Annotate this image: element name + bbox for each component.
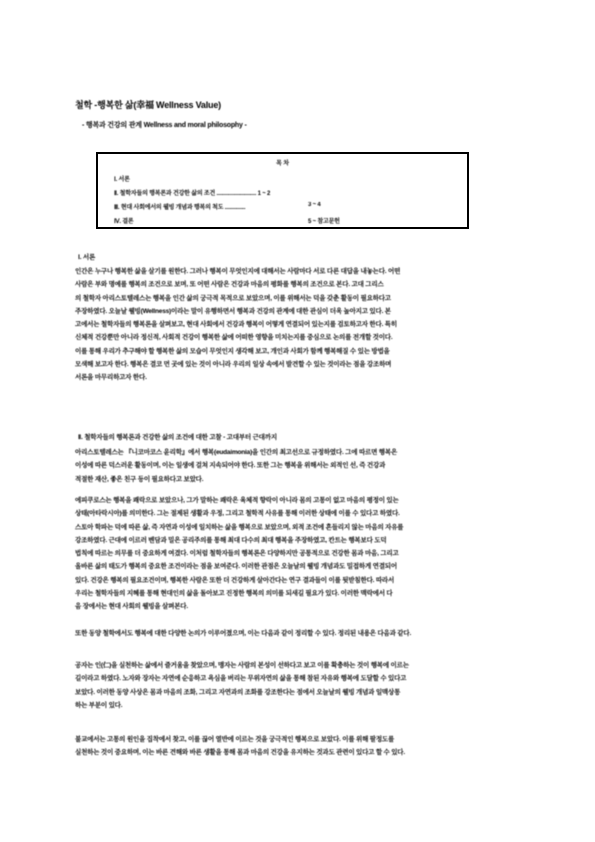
paragraph-line: 인간은 누구나 행복한 삶을 살기를 원한다. 그러나 행복이 무엇인지에 대해서는 사람마다 서로 다른 대답을 내놓는다. 어떤: [75, 268, 401, 275]
paragraph-line: 주장하였다. 오늘날 웰빙(Wellness)이라는 말이 유행하면서 행복과 건강의 관계에 대한 관심이 더욱 높아지고 있다. 본: [75, 307, 391, 315]
paragraph-line: 상태(아타락시아)를 의미한다. 그는 절제된 생활과 우정, 그리고 철학적 사유를 통해 이러한 상태에 이를 수 있다고 하였다.: [75, 510, 400, 518]
paragraph-line: 법칙에 따르는 의무를 더 중요하게 여겼다. 이처럼 철학자들의 행복론은 다양하지만 공통적으로 건강한 몸과 마음, 그리고: [75, 550, 399, 558]
paragraph-line: 공자는 인(仁)을 실천하는 삶에서 즐거움을 찾았으며, 맹자는 사람의 본성이 선하다고 보고 이를 확충하는 것이 행복에 이르는: [75, 662, 409, 669]
paragraph-line: 또한 동양 철학에서도 행복에 대한 다양한 논의가 이루어졌으며, 이는 다음과 같이 정리할 수 있다. 정리된 내용은 다음과 같다.: [75, 630, 412, 637]
paragraph-line: 고에서는 철학자들의 행복론을 살펴보고, 현대 사회에서 건강과 행복이 어떻게 연결되어 있는지를 검토하고자 한다. 특히: [75, 321, 397, 329]
paragraph-line: 서론을 마무리하고자 한다.: [75, 374, 147, 382]
document-subtitle: - 행복과 건강의 관계 Wellness and moral philosophy -: [82, 122, 247, 129]
document-title: 철학 -행복한 삶(幸福 Wellness Value): [75, 100, 221, 110]
toc-item: Ⅳ. 결론: [114, 219, 134, 225]
paragraph-line: 음 장에서는 현대 사회의 웰빙을 살펴본다.: [75, 603, 188, 611]
paragraph-line: 보았다. 이러한 동양 사상은 몸과 마음의 조화, 그리고 자연과의 조화를 강조한다는 점에서 오늘날의 웰빙 개념과 일맥상통: [75, 688, 401, 696]
table-of-contents: [96, 152, 469, 229]
paragraph-line: 아리스토텔레스는 『니코마코스 윤리학』에서 행복(eudaimonia)을 인간의 최고선으로 규정하였다. 그에 따르면 행복은: [75, 449, 398, 456]
toc-item: Ⅱ. 철학자들의 행복론과 건강한 삶의 조건 ........................... 1 ~ 2: [114, 191, 271, 197]
paragraph-line: 의 철학자 아리스토텔레스는 행복을 인간 삶의 궁극적 목적으로 보았으며, 이를 위해서는 덕을 갖춘 활동이 필요하다고: [75, 294, 391, 302]
paragraph-line: 길이라고 하였다. 노자와 장자는 자연에 순응하고 욕심을 버리는 무위자연의 삶을 통해 참된 자유와 행복에 도달할 수 있다고: [75, 675, 407, 683]
paragraph-line: 이성에 따른 덕스러운 활동이며, 이는 일생에 걸쳐 지속되어야 한다. 또한 그는 행복을 위해서는 외적인 선, 즉 건강과: [75, 462, 386, 470]
paragraph-line: 스토아 학파는 덕에 따른 삶, 즉 자연과 이성에 일치하는 삶을 행복으로 보았으며, 외적 조건에 흔들리지 않는 마음의 자유를: [75, 523, 404, 531]
section-paragraph: [75, 494, 522, 614]
toc-heading: 목 차: [276, 161, 289, 167]
paragraph-line: 불교에서는 고통의 원인을 집착에서 찾고, 이를 끊어 열반에 이르는 것을 궁극적인 행복으로 보았다. 이를 위해 팔정도를: [75, 736, 395, 743]
toc-item: Ⅲ. 현대 사회에서의 웰빙 개념과 행복의 척도 ..............: [114, 205, 246, 211]
paragraph-line: 사람은 부와 명예를 행복의 조건으로 보며, 또 어떤 사람은 건강과 마음의 평화를 행복의 조건으로 본다. 고대 그리스: [75, 281, 384, 289]
section-paragraph: [75, 627, 522, 640]
toc-item: Ⅰ. 서론: [114, 177, 130, 183]
section-paragraph: [75, 733, 522, 760]
section-heading: Ⅰ. 서론: [78, 254, 96, 261]
paragraph-line: 하는 부분이 있다.: [75, 701, 123, 709]
section-heading: Ⅱ. 철학자들의 행복론과 건강한 삶의 조건에 대한 고찰 - 고대부터 근대까지: [78, 434, 277, 441]
toc-item-page: 3 ~ 4: [308, 202, 321, 208]
section-paragraph: [75, 265, 522, 385]
paragraph-line: 신체적 건강뿐만 아니라 정신적, 사회적 건강이 행복한 삶에 어떠한 영향을 미치는지를 중심으로 논의를 전개할 것이다.: [75, 334, 393, 342]
paragraph-line: 에피쿠로스는 행복을 쾌락으로 보았으나, 그가 말하는 쾌락은 육체적 향락이 아니라 몸의 고통이 없고 마음의 평정이 있는: [75, 497, 399, 504]
paragraph-line: 이를 통해 우리가 추구해야 할 행복한 삶의 모습이 무엇인지 생각해 보고, 개인과 사회가 함께 행복해질 수 있는 방법을: [75, 347, 390, 355]
section-paragraph: [75, 446, 522, 486]
paragraph-line: 올바른 삶의 태도가 행복의 중요한 조건이라는 점을 보여준다. 이러한 관점은 오늘날의 웰빙 개념과도 밀접하게 연결되어: [75, 563, 397, 571]
paragraph-line: 실천하는 것이 중요하며, 이는 바른 견해와 바른 생활을 통해 몸과 마음의 건강을 유지하는 것과도 관련이 있다고 할 수 있다.: [75, 749, 405, 757]
paragraph-line: 있다. 건강은 행복의 필요조건이며, 행복한 사람은 또한 더 건강하게 살아간다는 연구 결과들이 이를 뒷받침한다. 따라서: [75, 576, 395, 584]
paragraph-line: 우리는 철학자들의 지혜를 통해 현대인의 삶을 돌아보고 진정한 행복의 의미를 되새길 필요가 있다. 이러한 맥락에서 다: [75, 590, 393, 598]
paragraph-line: 모색해 보고자 한다. 행복은 결코 먼 곳에 있는 것이 아니라 우리의 일상 속에서 발견할 수 있는 것이라는 점을 강조하며: [75, 361, 392, 369]
paragraph-line: 적절한 재산, 좋은 친구 등이 필요하다고 보았다.: [75, 475, 204, 483]
paragraph-line: 강조하였다. 근대에 이르러 벤담과 밀은 공리주의를 통해 최대 다수의 최대 행복을 주장하였고, 칸트는 행복보다 도덕: [75, 536, 387, 544]
section-paragraph: [75, 659, 522, 712]
toc-item-page: 5 ~ 참고문헌: [308, 219, 340, 225]
